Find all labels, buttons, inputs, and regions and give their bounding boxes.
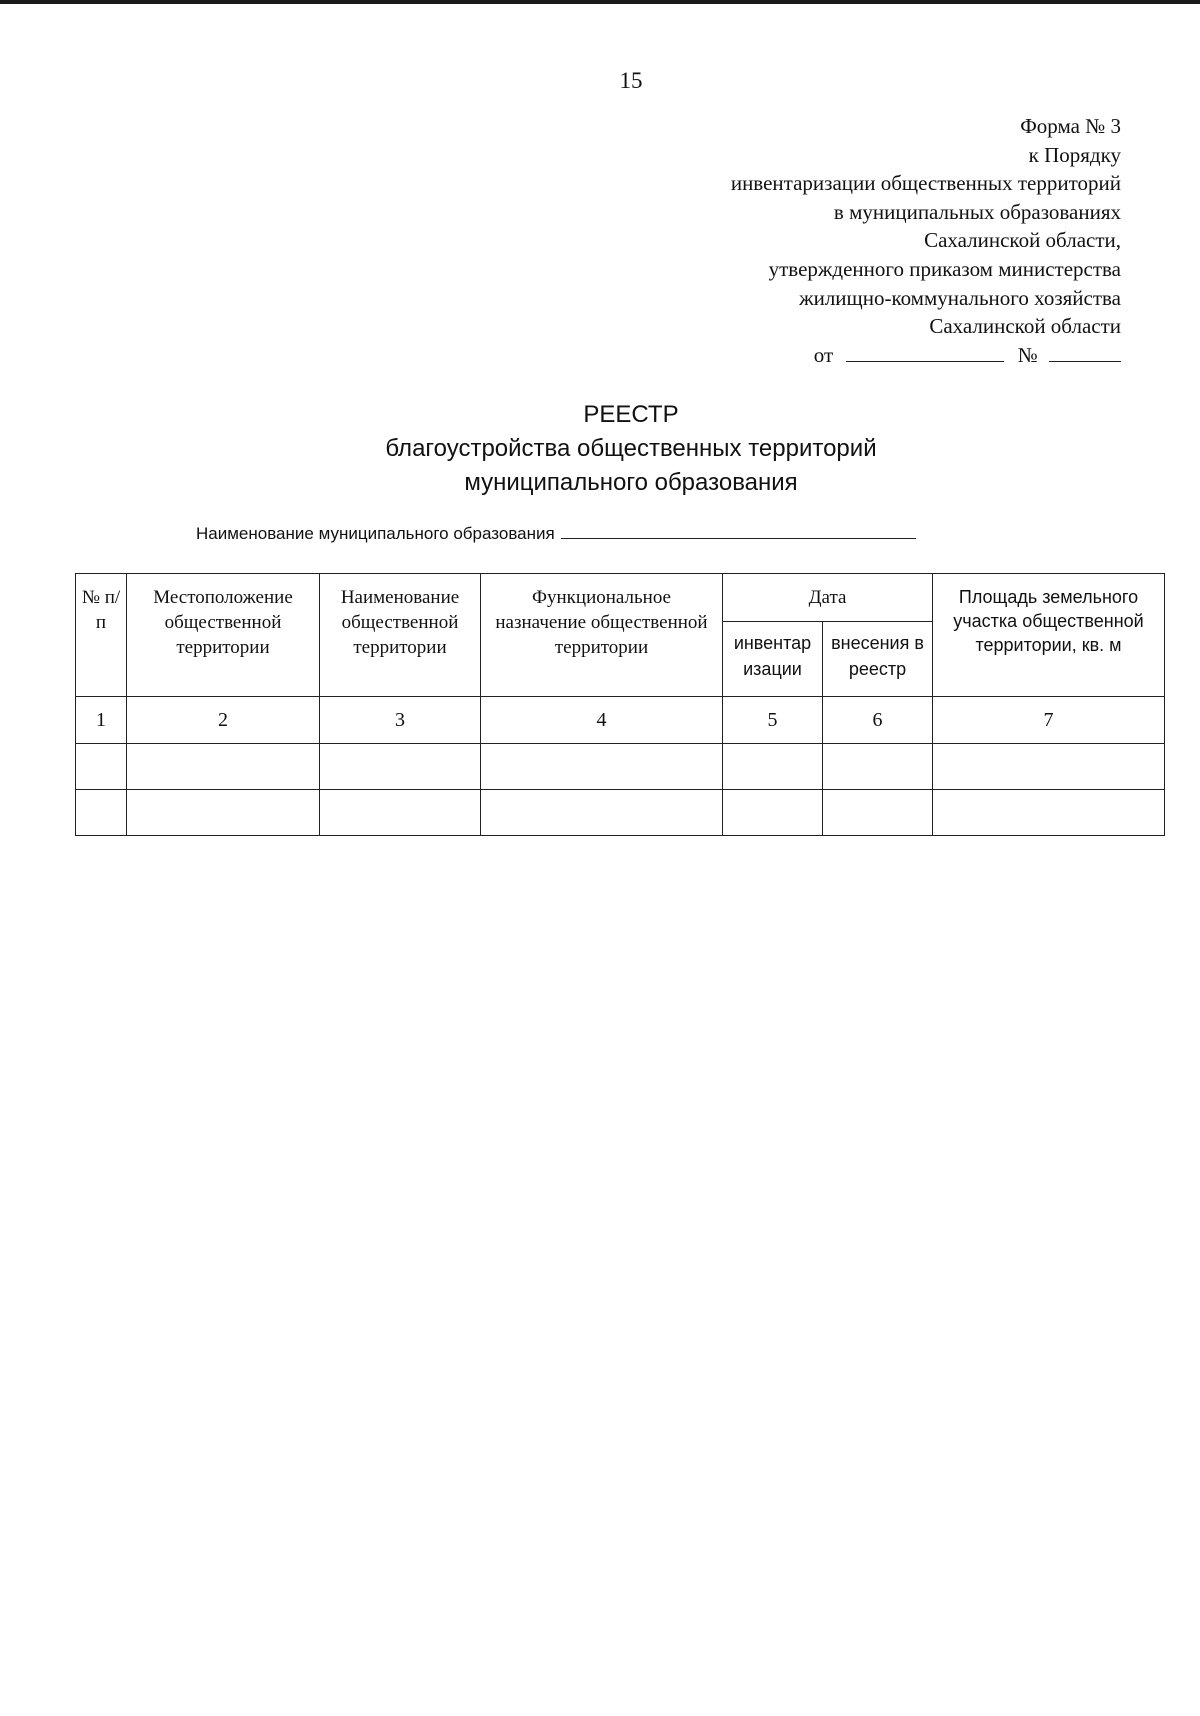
table-cell: [933, 790, 1165, 836]
approval-line: утвержденного приказом министерства: [768, 256, 1121, 281]
table-cell: [723, 790, 823, 836]
column-number: 5: [723, 697, 823, 744]
approval-line: к Порядку: [1028, 142, 1121, 167]
approval-line: Сахалинской области,: [924, 228, 1121, 253]
approval-line: Форма № 3: [1020, 114, 1121, 138]
table-cell: [823, 790, 933, 836]
header-date: Дата: [723, 574, 933, 622]
column-number: 3: [320, 697, 481, 744]
approval-line: Сахалинской области: [929, 314, 1121, 339]
header-date-registry: внесения в реестр: [823, 622, 933, 697]
header-name: Наименование общественной территории: [320, 574, 481, 697]
approval-date-line: [561, 341, 1121, 370]
table-cell: [481, 790, 723, 836]
document-title: [0, 398, 1200, 500]
header-location: Местоположение общественной территории: [127, 574, 320, 697]
page-number: 15: [619, 68, 643, 93]
header-date-inventory: инвентар изации: [723, 622, 823, 697]
table-row: [76, 744, 1165, 790]
column-number: 7: [933, 697, 1165, 744]
municipality-name-field: [196, 524, 916, 544]
column-number: 4: [481, 697, 723, 744]
title-main: РЕЕСТР: [583, 401, 679, 428]
title-line-3: муниципального образования: [464, 469, 798, 496]
header-num: № п/п: [76, 574, 127, 697]
municipality-blank: [561, 524, 916, 539]
approval-line: в муниципальных образованиях: [833, 199, 1121, 224]
scan-top-edge: [0, 0, 1200, 4]
number-sign: №: [1017, 342, 1038, 367]
title-line-2: благоустройства общественных территорий: [385, 435, 877, 462]
municipality-label: Наименование муниципального образования: [196, 524, 555, 543]
table-cell: [320, 790, 481, 836]
table-cell: [76, 744, 127, 790]
column-number: 6: [823, 697, 933, 744]
column-number: 2: [127, 697, 320, 744]
date-prefix: от: [813, 342, 834, 367]
table-row: [76, 790, 1165, 836]
table-cell: [481, 744, 723, 790]
registry-table: [75, 573, 1165, 836]
table-cell: [723, 744, 823, 790]
table-cell: [76, 790, 127, 836]
date-blank: [846, 343, 1004, 362]
table-cell: [320, 744, 481, 790]
column-number: 1: [76, 697, 127, 744]
header-function: Функциональное назначение общественной территории: [481, 574, 723, 697]
header-row: [76, 574, 1165, 622]
column-number-row: [76, 697, 1165, 744]
header-area: Площадь земельного участка общественной территории, кв. м: [933, 574, 1165, 697]
approval-block: [561, 112, 1121, 369]
table-cell: [127, 744, 320, 790]
table-cell: [933, 744, 1165, 790]
table-cell: [823, 744, 933, 790]
number-blank: [1049, 343, 1121, 362]
table-cell: [127, 790, 320, 836]
approval-line: жилищно-коммунального хозяйства: [799, 285, 1121, 310]
approval-line: инвентаризации общественных территорий: [730, 171, 1121, 196]
